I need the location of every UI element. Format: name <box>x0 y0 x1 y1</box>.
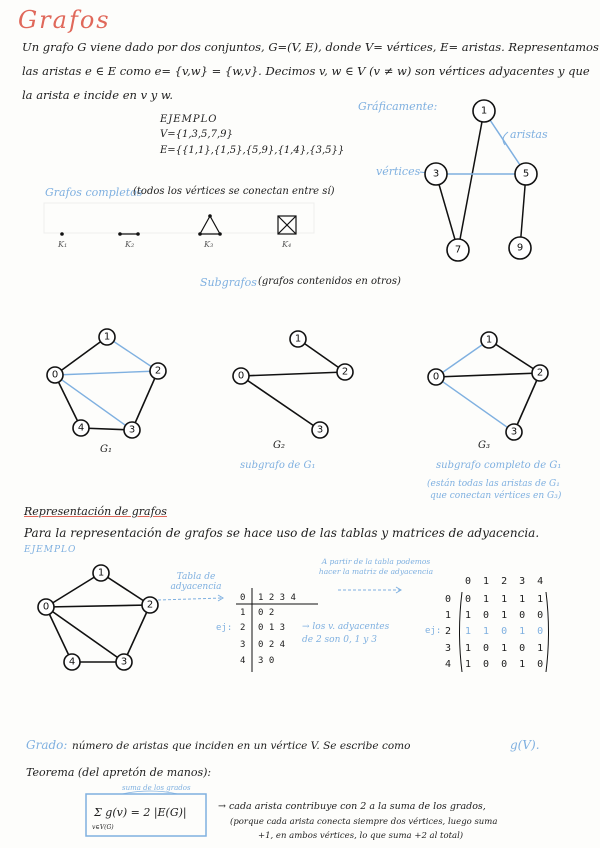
graph-example <box>420 100 537 261</box>
g2-node-2: 2 <box>341 366 349 378</box>
vertices-label: vértices <box>376 165 421 178</box>
example-vertices: V={1,3,5,7,9} <box>160 129 233 140</box>
matrix-row-2-key: 2 <box>445 626 452 637</box>
theorem-explain-3: +1, en ambos vértices, lo que suma +2 al total) <box>258 831 464 841</box>
table-row-1-key: 1 <box>240 608 246 618</box>
matrix-row-1-key: 1 <box>445 610 452 621</box>
table-row-1-val: 0 2 <box>258 608 275 618</box>
node-5: 5 <box>522 168 530 180</box>
g3-caption: subgrafo completo de G₁ <box>436 460 562 471</box>
table-ej: ej: <box>216 623 233 633</box>
degree-word: Grado: <box>26 738 68 752</box>
node-9: 9 <box>516 242 524 254</box>
g2-caption: subgrafo de G₁ <box>240 460 316 471</box>
table-row-3-key: 3 <box>240 640 246 650</box>
tabla-label: Tabla de adyacencia <box>170 572 222 592</box>
table-row-2-key: 2 <box>240 623 246 633</box>
theorem-title: Teorema (del apretón de manos): <box>26 766 212 779</box>
subgraphs-note: (grafos contenidos en otros) <box>258 276 401 287</box>
g2-label: G₂ <box>273 440 285 451</box>
theorem-explain-2: (porque cada arista conecta siempre dos vértices, luego suma <box>230 817 498 827</box>
k4-label: K₄ <box>282 240 292 249</box>
table-row-3-val: 0 2 4 <box>258 640 286 650</box>
example-edges: E={{1,1},{1,5},{5,9},{1,4},{3,5}} <box>160 145 345 156</box>
g3-node-0: 0 <box>432 371 440 383</box>
g3-caption-2: (están todas las aristas de G₁ <box>427 479 560 489</box>
table-row-0-val: 1 2 3 4 <box>258 593 296 603</box>
intro-line-2: las aristas e ∈ E como e= {v,w} = {w,v}. Decimos v, w ∈ V (v ≠ w) son vértices adyacentes y que <box>22 64 590 78</box>
k2-label: K₂ <box>125 240 135 249</box>
matriz-note: A partir de la tabla podemos hacer la matriz de adyacencia <box>318 557 434 576</box>
matrix-row-0: 0 1 1 1 1 <box>465 594 547 605</box>
node-1: 1 <box>480 105 488 117</box>
g3-label: G₃ <box>478 440 490 451</box>
theorem-explain-1: → cada arista contribuye con 2 a la suma de los grados, <box>218 801 486 812</box>
rep-node-2: 2 <box>146 599 154 611</box>
theorem-box <box>86 791 206 836</box>
g2-node-3: 3 <box>316 424 324 436</box>
node-3: 3 <box>432 168 440 180</box>
matrix-row-1: 1 0 1 0 0 <box>465 610 547 621</box>
g3-node-3: 3 <box>510 426 518 438</box>
g1-label: G₁ <box>100 444 112 455</box>
intro-line-3: la arista e incide en v y w. <box>22 88 174 102</box>
matrix-ej: ej: <box>425 626 442 636</box>
matrix-row-3-key: 3 <box>445 643 452 654</box>
rep-node-3: 3 <box>120 656 128 668</box>
graph-g2 <box>233 331 353 438</box>
graph-g1 <box>47 329 166 438</box>
matrix-header: 0 1 2 3 4 <box>465 576 547 587</box>
g1-node-2: 2 <box>154 365 162 377</box>
table-row-0-key: 0 <box>240 593 246 603</box>
table-ej-note: → los v. adyacentes de 2 son 0, 1 y 3 <box>302 622 390 645</box>
intro-line-1: Un grafo G viene dado por dos conjuntos, G=(V, E), donde V= vértices, E= aristas. Representamos <box>22 40 599 54</box>
graph-g3 <box>428 332 548 440</box>
page-title: Grafos <box>18 6 111 34</box>
g3-node-1: 1 <box>485 334 493 346</box>
g2-node-0: 0 <box>237 370 245 382</box>
complete-graphs <box>44 203 314 236</box>
theorem-formula: Σ g(v) = 2 |E(G)| <box>94 806 187 819</box>
matrix-row-4: 1 0 0 1 0 <box>465 659 547 670</box>
aristas-label: aristas <box>510 128 548 141</box>
theorem-sub: v∈V(G) <box>92 824 114 831</box>
graphic-label: Gráficamente: <box>358 100 438 113</box>
k3-label: K₃ <box>204 240 214 249</box>
matrix-row-2: 1 1 0 1 0 <box>465 626 547 637</box>
g1-node-4: 4 <box>77 422 85 434</box>
g1-node-3: 3 <box>128 424 136 436</box>
subgraphs-title: Subgrafos <box>200 276 257 289</box>
table-row-4-val: 3 0 <box>258 656 275 666</box>
sum-label: suma de los grados <box>122 784 191 792</box>
representation-text: Para la representación de grafos se hace uso de las tablas y matrices de adyacencia. <box>24 526 540 540</box>
k1-label: K₁ <box>58 240 68 249</box>
g2-node-1: 1 <box>294 333 302 345</box>
degree-text: número de aristas que inciden en un vértice V. Se escribe como <box>72 740 411 752</box>
rep-node-1: 1 <box>97 567 105 579</box>
g3-node-2: 2 <box>536 367 544 379</box>
graph-representation <box>38 565 549 672</box>
complete-note: (todos los vértices se conectan entre sí) <box>133 186 335 197</box>
rep-node-0: 0 <box>42 601 50 613</box>
representation-title: Representación de grafos <box>24 505 167 518</box>
g1-node-1: 1 <box>103 331 111 343</box>
degree-notation: g(V). <box>510 738 540 752</box>
g3-caption-3: que conectan vértices en G₃) <box>430 491 562 501</box>
table-row-4-key: 4 <box>240 656 246 666</box>
matrix-row-3: 1 0 1 0 1 <box>465 643 547 654</box>
table-row-2-val: 0 1 3 <box>258 623 286 633</box>
matrix-row-0-key: 0 <box>445 594 452 605</box>
complete-title: Grafos completos <box>45 186 143 199</box>
example-heading: EJEMPLO <box>160 114 218 125</box>
rep-node-4: 4 <box>68 656 76 668</box>
representation-example: EJEMPLO <box>24 545 77 555</box>
node-7: 7 <box>454 244 462 256</box>
g1-node-0: 0 <box>51 369 59 381</box>
matrix-row-4-key: 4 <box>445 659 452 670</box>
